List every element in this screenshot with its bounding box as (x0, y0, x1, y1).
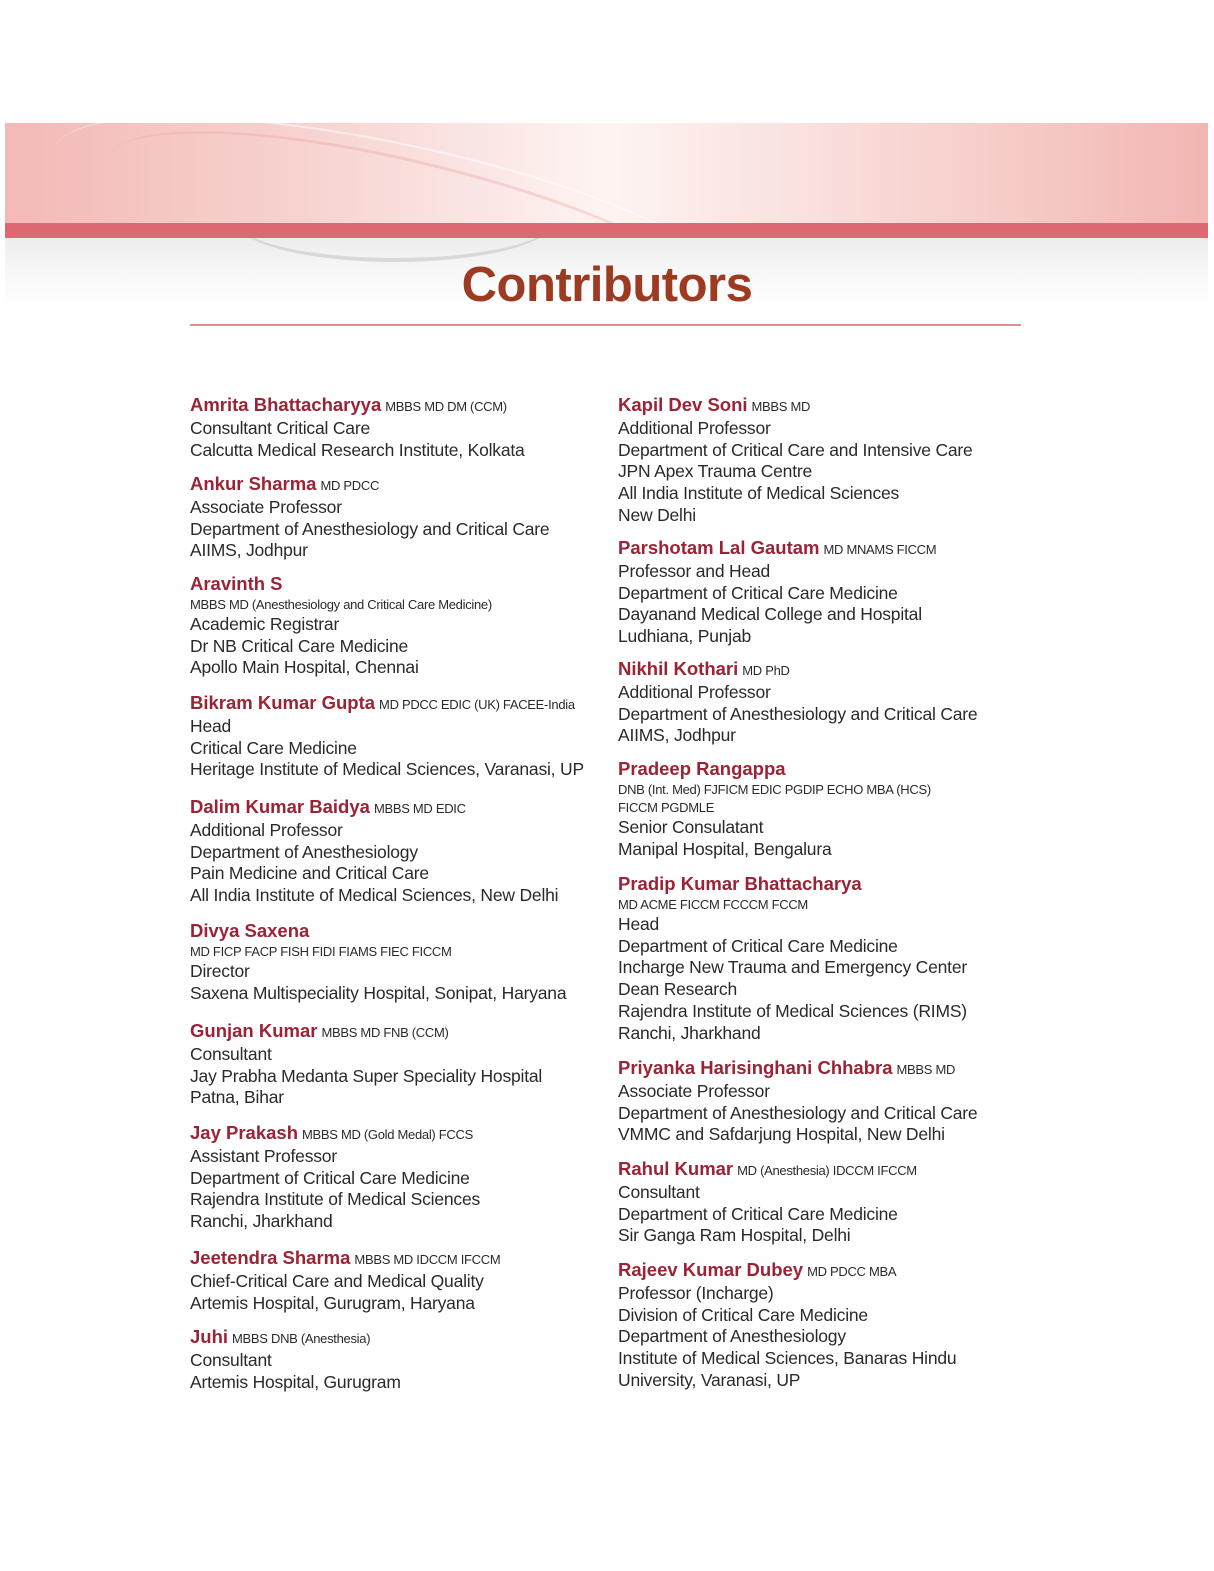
contributor-name: Nikhil Kothari (618, 658, 739, 679)
contributor-entry (190, 1326, 610, 1393)
contributor-affiliation-line: University, Varanasi, UP (618, 1369, 801, 1390)
contributor-affiliation-line: Division of Critical Care Medicine (618, 1304, 868, 1325)
page-title: Contributors (461, 258, 753, 312)
contributor-affiliation-line: Dayanand Medical College and Hospital (618, 604, 922, 625)
contributor-affiliation-line: Department of Anesthesiology and Critical Care (190, 518, 550, 539)
contributor-entry (618, 758, 1038, 860)
contributor-entry (618, 1057, 1038, 1146)
contributor-affiliation-line: All India Institute of Medical Sciences, New Delhi (190, 885, 559, 906)
contributor-qualifications: MD ACME FICCM FCCCM FCCM (618, 896, 808, 912)
contributor-heading (618, 873, 1038, 896)
contributor-affiliation-line: Incharge New Trauma and Emergency Center (618, 957, 967, 978)
contributor-heading (618, 537, 1038, 561)
contributor-affiliation-line: Jay Prabha Medanta Super Speciality Hospital (190, 1065, 543, 1086)
contributor-designation: Head (190, 715, 232, 736)
contributor-entry (618, 658, 1038, 747)
contributor-heading (618, 658, 1038, 682)
contributor-qualifications: MBBS MD IDCCM IFCCM (354, 1252, 501, 1267)
contributor-affiliation-line: Department of Anesthesiology (190, 841, 418, 862)
contributor-designation: Associate Professor (190, 496, 342, 517)
contributor-designation: Professor and Head (618, 560, 771, 581)
contributor-entry (618, 1158, 1038, 1247)
contributor-name: Parshotam Lal Gautam (618, 537, 820, 558)
contributor-heading (190, 796, 610, 820)
contributor-affiliation-line: Ranchi, Jharkhand (618, 1022, 761, 1043)
contributor-affiliation-line: Sir Ganga Ram Hospital, Delhi (618, 1225, 851, 1246)
contributor-qualifications: MBBS DNB (Anesthesia) (232, 1331, 371, 1346)
contributor-designation: Director (190, 960, 250, 981)
contributor-name: Ankur Sharma (190, 473, 317, 494)
contributor-qualifications: MD (Anesthesia) IDCCM IFCCM (737, 1163, 917, 1178)
contributor-designation: Additional Professor (190, 819, 343, 840)
contributor-qualifications: MBBS MD (Gold Medal) FCCS (302, 1127, 473, 1142)
contributor-name: Pradeep Rangappa (618, 758, 786, 779)
contributor-affiliation-line: Department of Critical Care Medicine (190, 1167, 470, 1188)
contributor-entry (190, 1020, 610, 1109)
contributor-affiliation-line: Department of Critical Care Medicine (618, 1203, 898, 1224)
contributor-name: Bikram Kumar Gupta (190, 692, 376, 713)
contributor-qualifications: MD MNAMS FICCM (823, 542, 937, 557)
contributor-heading (618, 1259, 1038, 1283)
contributor-name: Rajeev Kumar Dubey (618, 1259, 804, 1280)
contributor-affiliation-line: VMMC and Safdarjung Hospital, New Delhi (618, 1124, 945, 1145)
contributor-qualifications: DNB (Int. Med) FJFICM EDIC PGDIP ECHO MBA (HCS) (618, 781, 931, 797)
contributor-entry (190, 573, 610, 679)
contributor-affiliation-line: Dean Research (618, 979, 737, 1000)
contributor-affiliation-line: Saxena Multispeciality Hospital, Sonipat, Haryana (190, 982, 567, 1003)
contributor-designation: Associate Professor (618, 1080, 770, 1101)
contributor-affiliation-line: Department of Anesthesiology (618, 1326, 846, 1347)
contributor-affiliation-line: JPN Apex Trauma Centre (618, 461, 813, 482)
contributor-qualifications: MBBS MD (Anesthesiology and Critical Care Medicine) (190, 596, 492, 612)
contributor-entry (618, 394, 1038, 527)
contributor-designation: Chief-Critical Care and Medical Quality (190, 1270, 484, 1291)
contributor-affiliation-line: Department of Anesthesiology and Critical Care (618, 703, 978, 724)
contributor-affiliation-line: Ludhiana, Punjab (618, 626, 752, 647)
contributor-heading (190, 692, 610, 716)
contributor-entry (190, 920, 610, 1004)
contributor-affiliation-line: Heritage Institute of Medical Sciences, Varanasi, UP (190, 759, 584, 780)
contributor-designation: Academic Registrar (190, 613, 340, 634)
contributor-affiliation-line: Patna, Bihar (190, 1087, 284, 1108)
contributor-name: Pradip Kumar Bhattacharya (618, 873, 862, 894)
contributor-heading (190, 920, 610, 943)
contributor-heading (190, 1326, 610, 1350)
contributor-qualifications: MD PhD (742, 663, 790, 678)
contributor-qualifications: MD PDCC MBA (807, 1264, 897, 1279)
contributor-heading (618, 394, 1038, 418)
contributor-heading (190, 1122, 610, 1146)
contributor-affiliation-line: Rajendra Institute of Medical Sciences (RIMS) (618, 1000, 967, 1021)
contributor-affiliation-line: Dr NB Critical Care Medicine (190, 635, 409, 656)
contributor-designation: Consultant Critical Care (190, 417, 370, 438)
contributor-designation: Consultant (190, 1043, 272, 1064)
contributor-qualifications: MD PDCC (320, 478, 380, 493)
title-divider (190, 324, 1021, 326)
contributor-entry (190, 796, 610, 907)
contributor-heading (190, 1020, 610, 1044)
contributor-affiliation-line: Critical Care Medicine (190, 737, 357, 758)
header-banner (5, 123, 1208, 223)
contributor-name: Amrita Bhattacharyya (190, 394, 382, 415)
contributor-affiliation-line: Department of Critical Care and Intensive Care (618, 439, 973, 460)
contributor-affiliation-line: Department of Critical Care Medicine (618, 935, 898, 956)
contributor-affiliation-line: AIIMS, Jodhpur (618, 725, 736, 746)
contributor-qualifications: MBBS MD (751, 399, 811, 414)
contributor-name: Jay Prakash (190, 1122, 299, 1143)
contributor-qualifications: MBBS MD FNB (CCM) (321, 1025, 449, 1040)
contributor-affiliation-line: Pain Medicine and Critical Care (190, 863, 429, 884)
contributor-affiliation-line: Ranchi, Jharkhand (190, 1211, 333, 1232)
contributor-designation: Senior Consulatant (618, 816, 764, 837)
contributor-name: Juhi (190, 1326, 229, 1347)
contributor-heading (618, 758, 1038, 781)
contributor-name: Aravinth S (190, 573, 283, 594)
contributor-affiliation-line: Artemis Hospital, Gurugram, Haryana (190, 1292, 475, 1313)
contributor-designation: Consultant (618, 1181, 700, 1202)
contributor-affiliation-line: Department of Anesthesiology and Critical Care (618, 1102, 978, 1123)
contributor-name: Dalim Kumar Baidya (190, 796, 370, 817)
contributor-entry (190, 1122, 610, 1233)
contributor-affiliation-line: AIIMS, Jodhpur (190, 540, 308, 561)
contributor-heading (618, 1158, 1038, 1182)
contributor-affiliation-line: Calcutta Medical Research Institute, Kolkata (190, 439, 525, 460)
contributor-heading (190, 473, 610, 497)
contributor-affiliation-line: Manipal Hospital, Bengalura (618, 838, 832, 859)
contributor-qualifications: MD FICP FACP FISH FIDI FIAMS FIEC FICCM (190, 943, 452, 959)
contributor-name: Priyanka Harisinghani Chhabra (618, 1057, 893, 1078)
contributor-qualifications: MD PDCC EDIC (UK) FACEE-India (379, 697, 575, 712)
contributor-entry (618, 537, 1038, 648)
contributor-designation: Assistant Professor (190, 1145, 337, 1166)
contributor-qualifications: FICCM PGDMLE (618, 799, 715, 815)
contributor-name: Gunjan Kumar (190, 1020, 318, 1041)
contributor-affiliation-line: Institute of Medical Sciences, Banaras Hindu (618, 1348, 957, 1369)
contributor-heading (190, 394, 610, 418)
contributor-designation: Head (618, 913, 660, 934)
contributor-affiliation-line: New Delhi (618, 504, 696, 525)
contributor-name: Kapil Dev Soni (618, 394, 748, 415)
contributor-entry (190, 394, 610, 461)
decorative-swoosh (86, 123, 754, 223)
contributor-designation: Professor (Incharge) (618, 1282, 774, 1303)
contributor-affiliation-line: Rajendra Institute of Medical Sciences (190, 1189, 481, 1210)
contributor-name: Rahul Kumar (618, 1158, 734, 1179)
contributor-entry (190, 473, 610, 562)
contributor-name: Divya Saxena (190, 920, 310, 941)
contributor-heading (190, 1247, 610, 1271)
contributor-entry (190, 1247, 610, 1314)
contributor-affiliation-line: Artemis Hospital, Gurugram (190, 1371, 401, 1392)
contributor-affiliation-line: Apollo Main Hospital, Chennai (190, 657, 419, 678)
contributor-affiliation-line: All India Institute of Medical Sciences (618, 483, 900, 504)
contributor-designation: Consultant (190, 1349, 272, 1370)
header-stripe (5, 223, 1208, 238)
contributor-entry (618, 873, 1038, 1045)
contributor-designation: Additional Professor (618, 681, 771, 702)
contributor-heading (618, 1057, 1038, 1081)
contributor-qualifications: MBBS MD DM (CCM) (385, 399, 507, 414)
contributor-name: Jeetendra Sharma (190, 1247, 351, 1268)
contributor-qualifications: MBBS MD (896, 1062, 956, 1077)
contributor-qualifications: MBBS MD EDIC (373, 801, 466, 816)
contributor-designation: Additional Professor (618, 417, 771, 438)
contributor-entry (618, 1259, 1038, 1392)
contributor-heading (190, 573, 610, 596)
contributor-affiliation-line: Department of Critical Care Medicine (618, 582, 898, 603)
contributor-entry (190, 692, 610, 781)
